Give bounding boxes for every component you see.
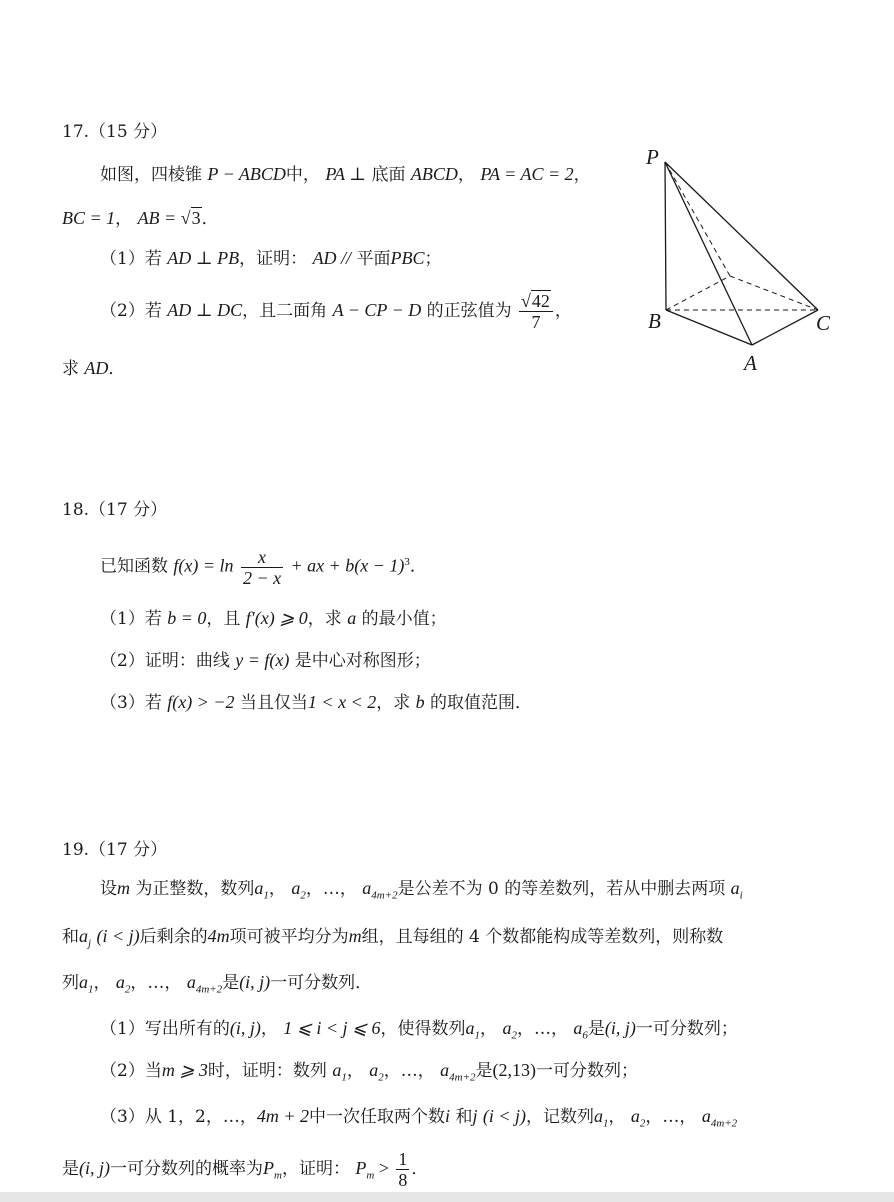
text: … xyxy=(322,879,340,899)
text: 时，证明：数列 xyxy=(207,1061,327,1081)
math-var: a xyxy=(291,878,301,898)
text: 为正整数，数列 xyxy=(135,879,255,899)
math-expr: 4m + 2 xyxy=(256,1106,310,1126)
problem-19-line-3 xyxy=(62,970,372,1001)
math-var: a xyxy=(115,972,125,992)
text: 平面 xyxy=(356,249,391,269)
edge-PA xyxy=(665,162,752,345)
text: ． xyxy=(409,556,427,577)
math-var: a xyxy=(347,608,357,628)
pyramid-figure xyxy=(630,140,850,380)
text: 后剩余的 xyxy=(139,927,208,947)
math-base: ABCD xyxy=(410,164,458,184)
text: 是 xyxy=(62,1159,79,1179)
text: ， xyxy=(93,973,111,993)
problem-number: 18. xyxy=(62,500,90,520)
text: ， xyxy=(550,1019,568,1039)
problem-17-part-2 xyxy=(100,288,572,333)
subscript: 4m+2 xyxy=(371,889,398,902)
edge-PB xyxy=(665,162,666,310)
text: ， xyxy=(417,1061,435,1081)
text: 底面 xyxy=(371,165,406,185)
problem-19-line-2 xyxy=(62,924,723,955)
part-label: （2）若 xyxy=(100,301,162,321)
text: 是公差不为 0 的等差数列，若从中删去两项 xyxy=(397,879,726,899)
text: 是 xyxy=(222,973,240,993)
math-pa-ac: PA = AC = 2 xyxy=(480,164,574,184)
subscript: 1 xyxy=(263,889,269,902)
text: ， xyxy=(260,1019,278,1039)
problem-number: 17. xyxy=(62,122,90,142)
subscript: 1 xyxy=(603,1117,609,1130)
subscript: j xyxy=(88,937,92,950)
math-var: a xyxy=(573,1018,583,1038)
math-range: 1 ⩽ i < j ⩽ 6 xyxy=(283,1018,381,1038)
text: 是 xyxy=(587,1019,605,1039)
label-B: B xyxy=(648,309,661,333)
problem-18-part-3 xyxy=(100,690,532,715)
math-var: m xyxy=(348,926,362,946)
text: … xyxy=(400,1061,418,1081)
subscript: 2 xyxy=(511,1029,517,1042)
text: ， xyxy=(645,1107,663,1127)
math-var: a xyxy=(362,878,372,898)
label-C: C xyxy=(816,311,831,335)
subscript: 1 xyxy=(88,983,94,996)
label-P: P xyxy=(646,145,659,169)
math-pair: (i, j) xyxy=(604,1018,636,1038)
text: ， xyxy=(268,879,286,899)
text: ， xyxy=(383,1061,401,1081)
text: ， xyxy=(480,1019,498,1039)
text: ， xyxy=(573,165,591,185)
text: 的正弦值为 xyxy=(426,301,512,321)
part-label: （2）当 xyxy=(100,1061,162,1081)
math-var: a xyxy=(465,1018,475,1038)
math-cond: (i < j) xyxy=(96,926,140,946)
text: 中， xyxy=(285,165,320,185)
math-fx: f(x) = ln xyxy=(173,555,234,576)
math-var: P xyxy=(355,1158,367,1178)
text: … xyxy=(147,973,165,993)
math-var: a xyxy=(332,1060,342,1080)
text: ， xyxy=(346,1061,364,1081)
math-ad-par: AD // xyxy=(312,248,352,268)
text: 组，且每组的 4 个数都能构成等差数列，则称数 xyxy=(361,927,724,947)
text: ， xyxy=(305,879,323,899)
problem-19-part-1 xyxy=(100,1016,738,1047)
problem-18-function xyxy=(100,540,427,589)
problem-17-ask xyxy=(62,356,125,381)
math-ab: AB = xyxy=(137,208,181,228)
math-var: a xyxy=(440,1060,450,1080)
text: 已知函数 xyxy=(100,556,168,577)
math-pair: (i, j) xyxy=(239,972,271,992)
subscript: 2 xyxy=(124,983,131,996)
problem-18-heading xyxy=(62,498,167,522)
edge-DC-hidden xyxy=(730,276,818,310)
math-pair: (i, j) xyxy=(229,1018,261,1038)
text: 一可分数列； xyxy=(536,1061,639,1081)
subscript: 2 xyxy=(300,889,306,902)
text: ， xyxy=(457,165,475,185)
frac-denominator: 8 xyxy=(398,1170,408,1190)
subscript: 6 xyxy=(582,1029,588,1042)
edge-AC xyxy=(752,310,818,345)
math-cond: m ⩾ 3 xyxy=(161,1060,208,1080)
math-var: a xyxy=(79,972,88,992)
subscript: 2 xyxy=(639,1117,646,1130)
math-pbc: PBC xyxy=(390,248,425,268)
fraction-1-over-8 xyxy=(396,1149,409,1190)
math-ad-dc: AD ⊥ DC xyxy=(167,300,243,320)
problem-17-part-1: （1）若 AD ⊥ PB，证明： AD // 平面PBC； xyxy=(100,248,442,269)
math-var: P xyxy=(263,1158,274,1178)
edge-BA xyxy=(666,310,752,345)
math-ad: AD xyxy=(84,358,109,378)
math-cond: f′(x) ⩾ 0 xyxy=(245,608,308,628)
fraction-x-over-2-minus-x xyxy=(241,547,283,588)
math-var: a xyxy=(254,878,264,898)
math-tail: + ax + b(x − 1) xyxy=(290,555,405,576)
edge-PD-hidden xyxy=(665,162,730,276)
math-pa-perp: PA ⊥ xyxy=(325,164,367,184)
text: 项可被平均分为 xyxy=(229,927,349,947)
math-expr: 4m xyxy=(207,926,230,946)
problem-17-heading xyxy=(62,120,167,144)
math-range: 1 < x < 2 xyxy=(307,692,377,712)
text: ，求 xyxy=(307,609,342,629)
text: 的最小值； xyxy=(361,609,447,629)
edge-BD-hidden xyxy=(666,276,730,310)
math-ad-pb: AD ⊥ PB xyxy=(167,248,240,268)
problem-number: 19. xyxy=(62,840,90,860)
math-curve: y = f(x) xyxy=(235,650,290,670)
math-var: a xyxy=(502,1018,512,1038)
math-cond: f(x) > −2 xyxy=(167,692,235,712)
math-var: j xyxy=(472,1106,478,1126)
text: ． xyxy=(108,359,126,379)
part-label: （1）若 xyxy=(100,249,162,269)
text: 一可分数列； xyxy=(635,1019,738,1039)
subscript: i xyxy=(739,889,743,902)
frac-numerator: x xyxy=(241,547,283,568)
math-cond: b = 0 xyxy=(167,608,207,628)
problem-points: （15 分） xyxy=(89,122,168,142)
problem-19-heading xyxy=(62,838,167,862)
math-cond: (i < j) xyxy=(482,1106,526,1126)
math-pair: (2,13) xyxy=(492,1060,537,1080)
problem-18-part-2 xyxy=(100,648,431,673)
subscript: 1 xyxy=(341,1071,347,1084)
text: 和 xyxy=(455,1107,473,1127)
part-label: （3）从 1，2，…， xyxy=(100,1107,257,1127)
text: 当且仅当 xyxy=(239,693,308,713)
frac-denominator: 7 xyxy=(531,312,541,332)
math-var: a xyxy=(369,1060,379,1080)
text: 列 xyxy=(62,973,79,993)
math-dihedral: A − CP − D xyxy=(332,300,422,320)
edge-PC xyxy=(665,162,818,310)
math-sqrt3: 3 xyxy=(191,208,201,228)
text: ． xyxy=(201,209,219,229)
text: ， xyxy=(339,879,357,899)
math-var: a xyxy=(730,878,740,898)
subscript: m xyxy=(366,1169,375,1182)
problem-19-part-3 xyxy=(100,1104,737,1135)
math-var: a xyxy=(186,972,196,992)
math-var: a xyxy=(594,1106,603,1126)
subscript: m xyxy=(274,1169,282,1182)
bottom-edge-strip xyxy=(0,1192,894,1202)
text: ，求 xyxy=(376,693,411,713)
math-var: a xyxy=(79,926,88,946)
frac-numerator: 42 xyxy=(531,291,550,311)
part-label: （2）证明：曲线 xyxy=(100,651,230,671)
text: 一可分数列． xyxy=(270,973,373,993)
math-pyramid: P − ABCD xyxy=(207,164,286,184)
math-var: a xyxy=(701,1106,711,1126)
text: ， xyxy=(554,301,572,321)
text: ， xyxy=(516,1019,534,1039)
part-label: （1）若 xyxy=(100,609,162,629)
text: ， xyxy=(115,209,133,229)
subscript: 1 xyxy=(474,1029,481,1042)
text: 和 xyxy=(62,927,79,947)
frac-numerator: 1 xyxy=(398,1149,408,1169)
text: ，证明： xyxy=(281,1159,350,1179)
text: ． xyxy=(411,1159,429,1179)
subscript: 4m+2 xyxy=(449,1071,476,1084)
text: ，记数列 xyxy=(526,1107,594,1127)
text: 是中心对称图形； xyxy=(294,651,431,671)
text: ， xyxy=(679,1107,697,1127)
text: 一可分数列的概率为 xyxy=(110,1159,263,1179)
problem-19-part-2 xyxy=(100,1058,638,1089)
text: ，使得数列 xyxy=(380,1019,466,1039)
subscript: 2 xyxy=(378,1071,384,1084)
text: … xyxy=(662,1107,680,1127)
text: 设 xyxy=(100,879,117,899)
problem-points: （17 分） xyxy=(89,500,168,520)
text: 中一次任取两个数 xyxy=(309,1107,446,1127)
text: ，证明： xyxy=(239,249,308,269)
part-label: （3）若 xyxy=(100,693,162,713)
fraction-sqrt42-over-7: $\frac{√42}{7}$ xyxy=(519,291,553,332)
math-op: > xyxy=(374,1158,389,1178)
text: ，且 xyxy=(206,609,241,629)
problem-18-part-1 xyxy=(100,606,447,631)
text: … xyxy=(533,1019,551,1039)
problem-17-line-2: BC = 1， AB = √3． xyxy=(62,208,219,229)
text: ， xyxy=(130,973,148,993)
math-var: m xyxy=(117,878,130,898)
text: 的取值范围． xyxy=(430,693,533,713)
text: 求 xyxy=(62,359,79,379)
frac-denominator: 2 − x xyxy=(242,567,282,588)
exponent: 3 xyxy=(404,556,410,568)
math-pair: (i, j) xyxy=(79,1158,110,1178)
subscript: 4m+2 xyxy=(710,1117,738,1130)
problem-17-line-1 xyxy=(100,162,591,187)
label-A: A xyxy=(744,351,757,375)
math-var: i xyxy=(445,1106,451,1126)
math-bc: BC = 1 xyxy=(62,208,116,228)
text: 是 xyxy=(475,1061,493,1081)
part-label: （1）写出所有的 xyxy=(100,1019,230,1039)
text: 如图，四棱锥 xyxy=(100,165,202,185)
subscript: 4m+2 xyxy=(195,983,223,996)
text: ， xyxy=(608,1107,626,1127)
problem-19-line-1 xyxy=(100,876,743,907)
math-var: b xyxy=(415,692,425,712)
text: ，且二面角 xyxy=(242,301,328,321)
math-var: a xyxy=(630,1106,640,1126)
problem-points: （17 分） xyxy=(89,840,168,860)
text: ， xyxy=(164,973,182,993)
